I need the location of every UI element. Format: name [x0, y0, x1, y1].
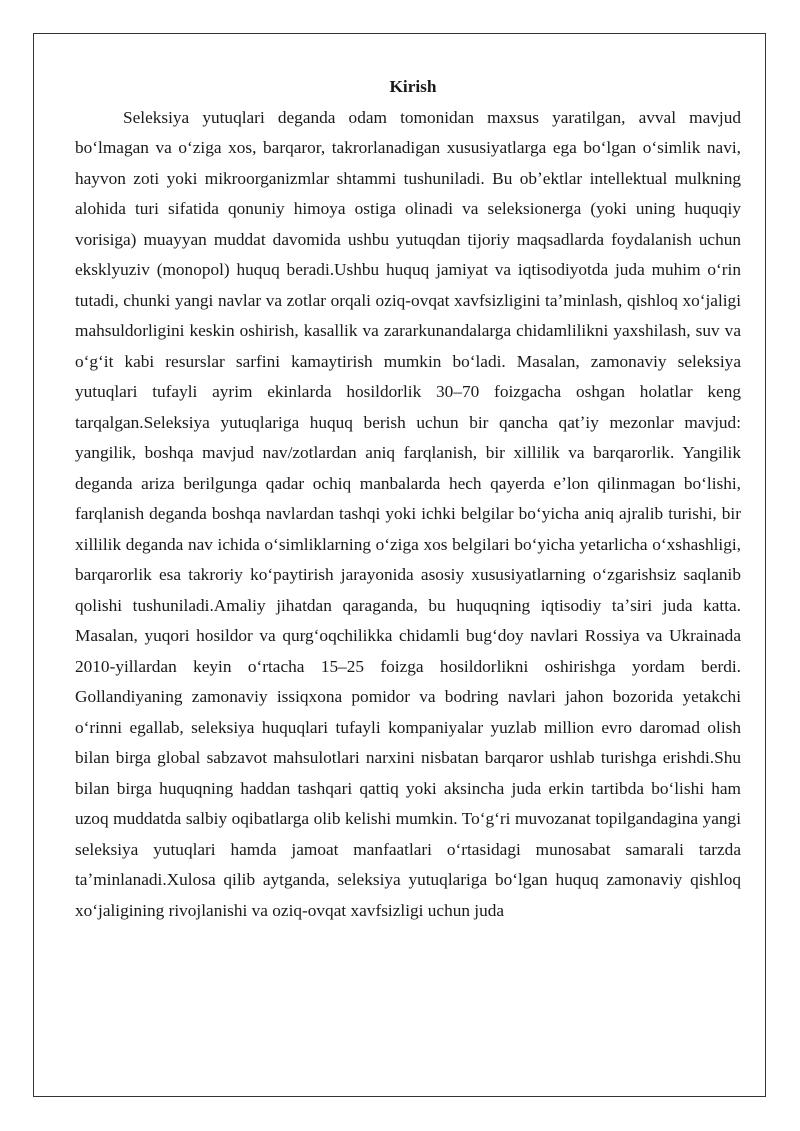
body-paragraph: Seleksiya yutuqlari deganda odam tomonidan maxsus yaratilgan, avval mavjud boʻlmagan va oʻziga xos, barqaror, takrorlanadigan xususiyatlarga ega boʻlgan oʻsimlik navi, hayvon zoti yoki mikroorganizmlar shtammi tushuniladi. Bu obʼektlar intellektual mulkning alohida turi sifatida qonuniy himoya ostiga olinadi va seleksionerga (yoki uning huquqiy vorisiga) muayyan muddat davomida ushbu yutuqdan tijoriy maqsadlarda foydalanish uchun eksklyuziv (monopol) huquq beradi.Ushbu huquq jamiyat va iqtisodiyotda juda muhim oʻrin tutadi, chunki yangi navlar va zotlar orqali oziq-ovqat xavfsizligini taʼminlash, qishloq xoʻjaligi mahsuldorligini keskin oshirish, kasallik va zararkunandalarga chidamlilikni yaxshilash, suv va oʻgʻit kabi resurslar sarfini kamaytirish mumkin boʻladi. Masalan, zamonaviy seleksiya yutuqlari tufayli ayrim ekinlarda hosildorlik 30–70 foizgacha oshgan holatlar keng tarqalgan.Seleksiya yutuqlariga huquq berish uchun bir qancha qatʼiy mezonlar mavjud: yangilik, boshqa mavjud nav/zotlardan aniq farqlanish, bir xillilik va barqarorlik. Yangilik deganda ariza berilgunga qadar ochiq manbalarda hech qayerda eʼlon qilinmagan boʻlishi, farqlanish deganda boshqa navlardan tashqi yoki ichki belgilar boʻyicha aniq ajralib turishi, bir xillilik deganda nav ichida oʻsimliklarning oʻziga xos belgilari boʻyicha yetarlicha oʻxshashligi, barqarorlik esa takroriy koʻpaytirish jarayonida asosiy xususiyatlarning oʻzgarishsiz saqlanib qolishi tushuniladi.Amaliy jihatdan qaraganda, bu huquqning iqtisodiy taʼsiri juda katta. Masalan, yuqori hosildor va qurgʻoqchilikka chidamli bugʻdoy navlari Rossiya va Ukrainada 2010-yillardan keyin oʻrtacha 15–25 foizga hosildorlikni oshirishga yordam berdi. Gollandiyaning zamonaviy issiqxona pomidor va bodring navlari jahon bozorida yetakchi oʻrinni egallab, seleksiya huquqlari tufayli kompaniyalar yuzlab million evro daromad olish bilan birga global sabzavot mahsulotlari narxini nisbatan barqaror ushlab turishga erishdi.Shu bilan birga huquqning haddan tashqari qattiq yoki aksincha juda erkin tartibda boʻlishi ham uzoq muddatda salbiy oqibatlarga olib kelishi mumkin. Toʻgʻri muvozanat topilgandagina yangi seleksiya yutuqlari hamda jamoat manfaatlari oʻrtasidagi munosabat samarali tarzda taʼminlanadi.Xulosa qilib aytganda, seleksiya yutuqlariga boʻlgan huquq zamonaviy qishloq xoʻjaligining rivojlanishi va oziq-ovqat xavfsizligi uchun juda	[75, 107, 741, 920]
document-title: Kirish	[389, 77, 437, 96]
document-body	[75, 72, 741, 926]
